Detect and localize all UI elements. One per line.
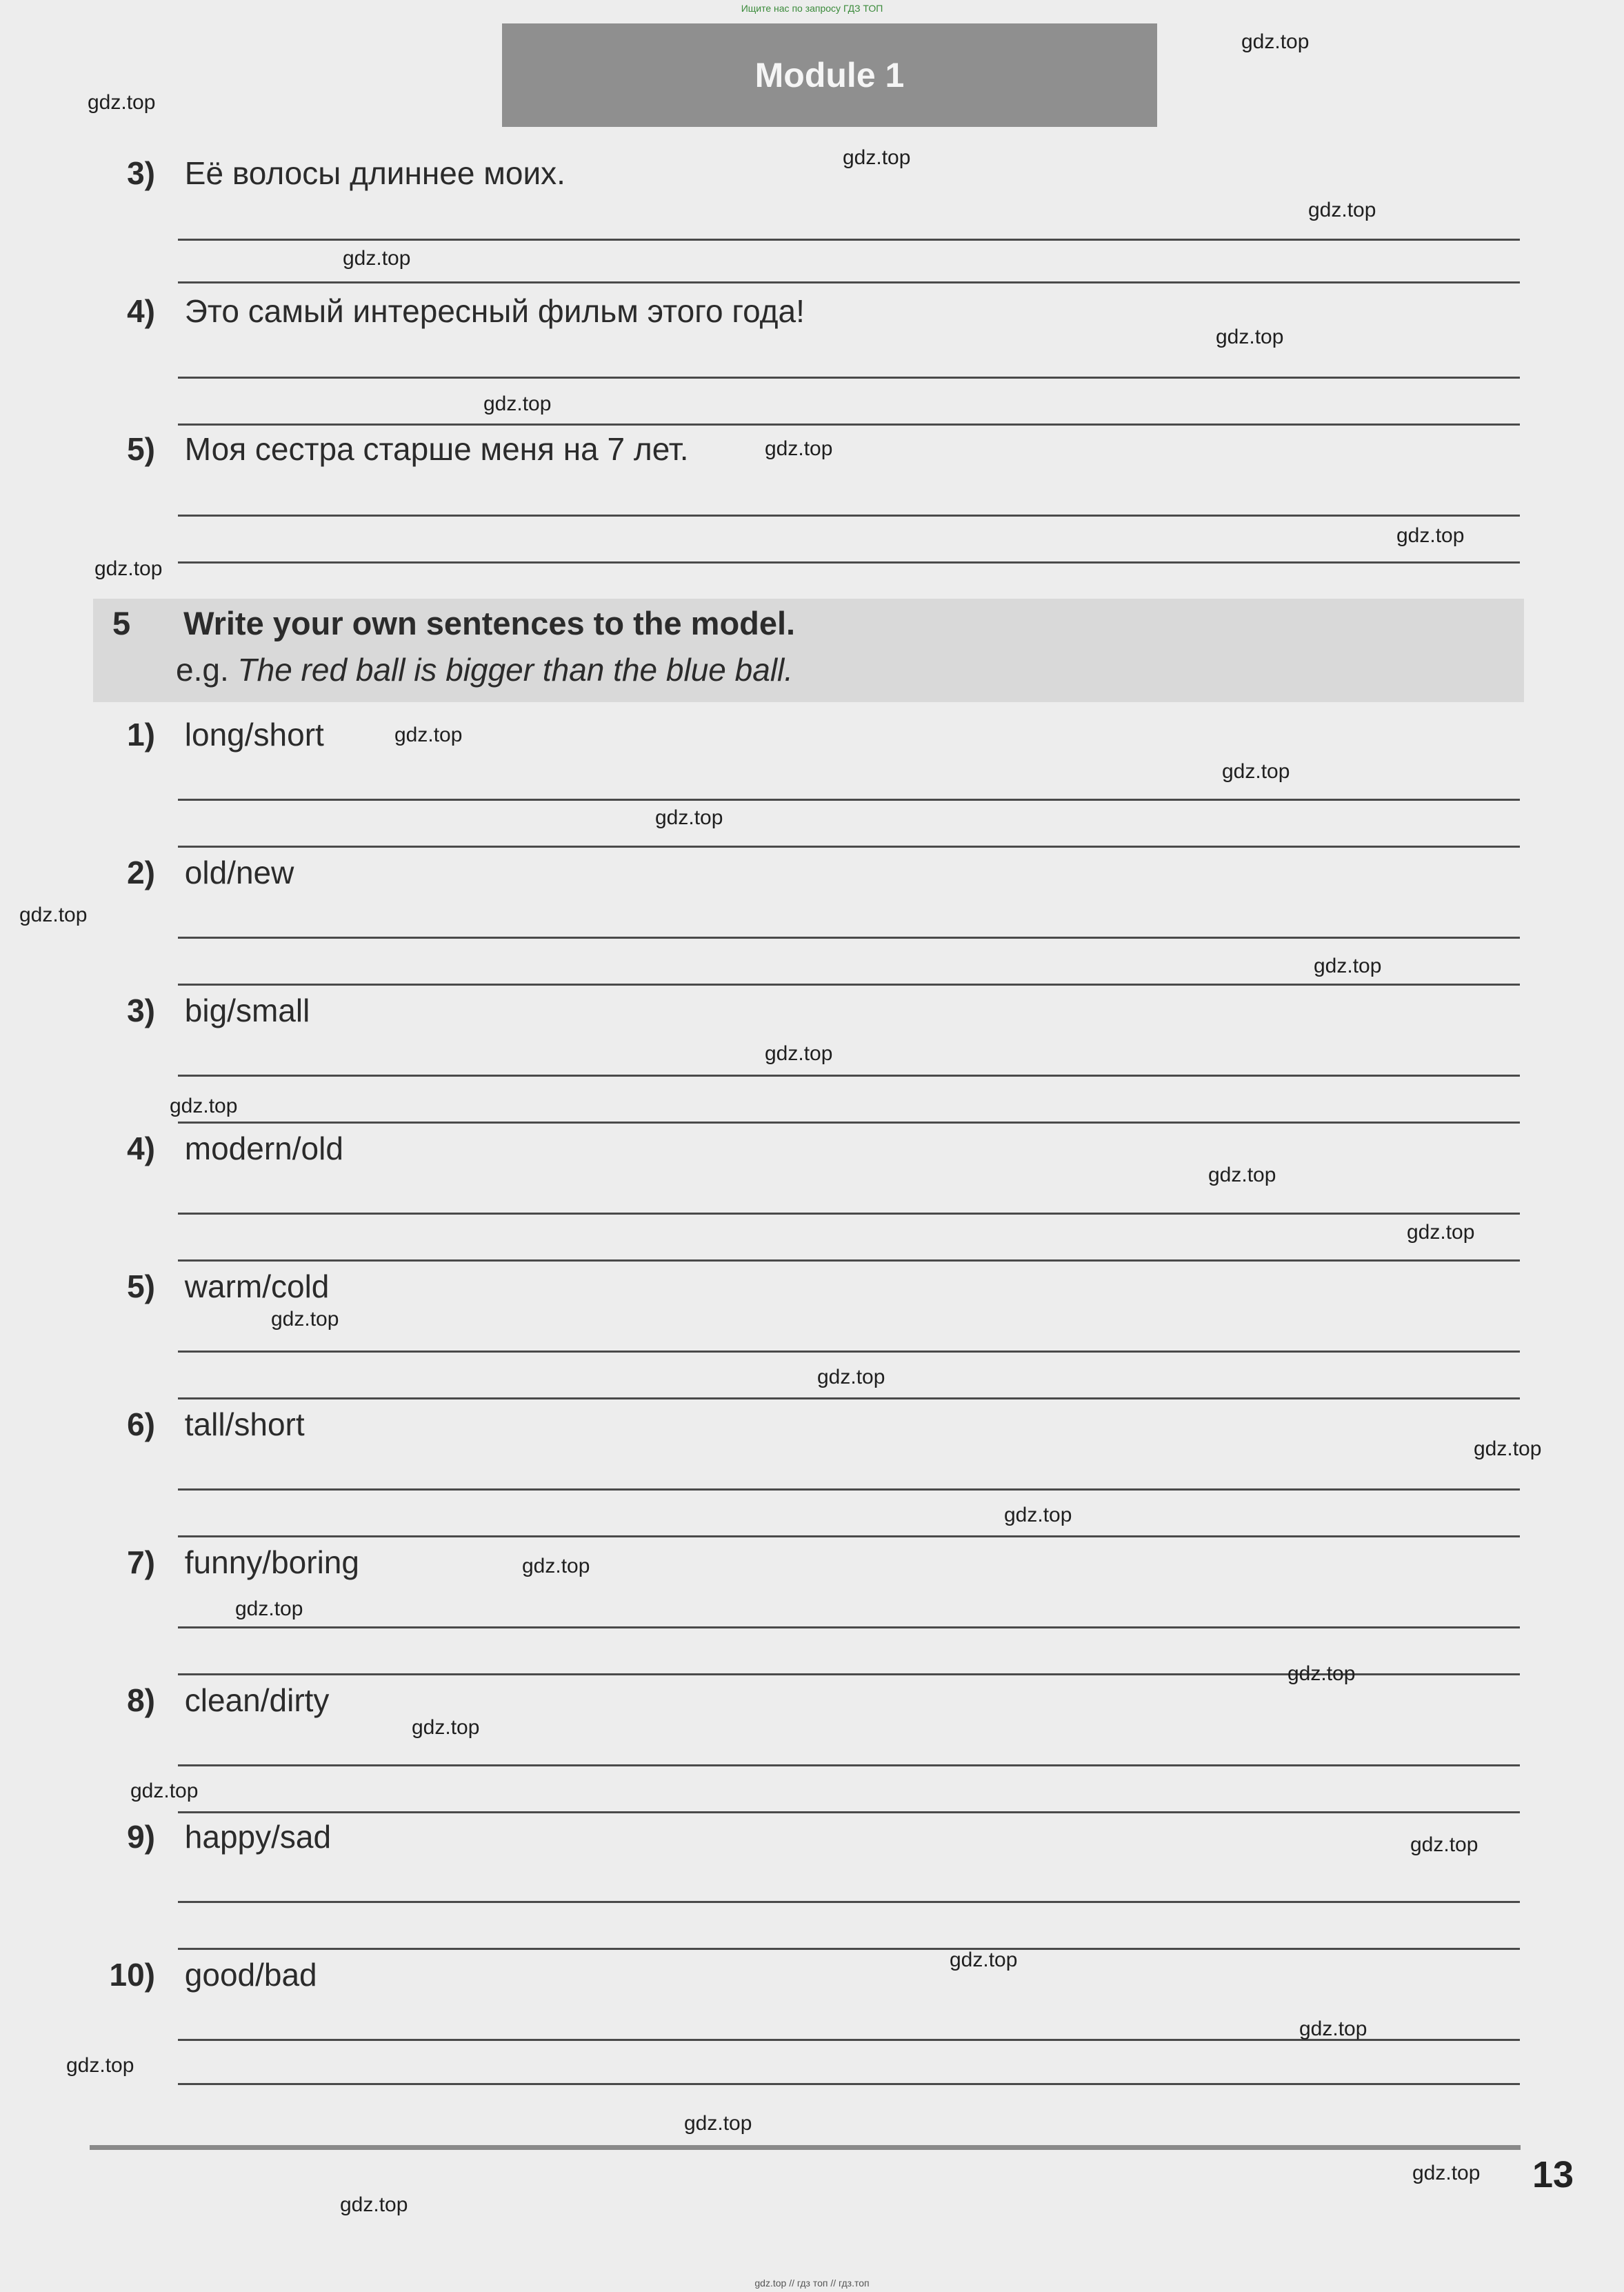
answer-line[interactable] xyxy=(178,937,1520,939)
item-number: 2) xyxy=(127,855,155,890)
watermark: gdz.top xyxy=(94,557,163,580)
item-text: old/new xyxy=(184,855,294,890)
exercise-heading xyxy=(112,604,795,642)
answer-line[interactable] xyxy=(178,515,1520,517)
watermark: gdz.top xyxy=(1216,326,1284,348)
watermark: gdz.top xyxy=(170,1095,238,1117)
answer-line[interactable] xyxy=(178,1259,1520,1262)
answer-line[interactable] xyxy=(178,2083,1520,2085)
answer-line[interactable] xyxy=(178,561,1520,564)
answer-line[interactable] xyxy=(178,1901,1520,1903)
watermark: gdz.top xyxy=(235,1597,303,1620)
watermark: gdz.top xyxy=(1208,1164,1276,1186)
item-number: 10) xyxy=(109,1957,155,1993)
watermark: gdz.top xyxy=(1396,524,1465,547)
answer-line[interactable] xyxy=(178,1075,1520,1077)
watermark: gdz.top xyxy=(817,1366,885,1388)
answer-line[interactable] xyxy=(178,1626,1520,1628)
answer-line[interactable] xyxy=(178,1488,1520,1491)
footer-rule xyxy=(90,2145,1521,2150)
item-text: Моя сестра старше меня на 7 лет. xyxy=(184,431,689,467)
watermark: gdz.top xyxy=(19,904,88,926)
item-text: long/short xyxy=(184,717,324,753)
exercise-item xyxy=(114,1818,331,1855)
answer-line[interactable] xyxy=(178,239,1520,241)
translation-item xyxy=(114,292,805,330)
answer-line[interactable] xyxy=(178,281,1520,283)
answer-line[interactable] xyxy=(178,984,1520,986)
watermark: gdz.top xyxy=(1299,2017,1367,2040)
watermark: gdz.top xyxy=(1004,1504,1072,1526)
exercise-number: 5 xyxy=(112,605,131,641)
watermark: gdz.top xyxy=(483,392,552,415)
exercise-item xyxy=(114,716,324,753)
item-text: tall/short xyxy=(184,1406,305,1442)
watermark: gdz.top xyxy=(765,1042,833,1065)
example-text: The red ball is bigger than the blue ball. xyxy=(237,652,794,688)
item-text: modern/old xyxy=(184,1130,343,1166)
exercise-example xyxy=(176,651,793,688)
answer-line[interactable] xyxy=(178,1213,1520,1215)
watermark: gdz.top xyxy=(1314,955,1382,977)
watermark: gdz.top xyxy=(765,437,833,460)
watermark: gdz.top xyxy=(130,1780,199,1802)
exercise-item xyxy=(114,1268,329,1305)
item-text: clean/dirty xyxy=(184,1682,330,1718)
watermark: gdz.top xyxy=(1308,199,1376,221)
watermark: gdz.top xyxy=(1410,1833,1478,1856)
bottom-note: gdz.top // гдз топ // гдз.топ xyxy=(754,2278,870,2289)
exercise-item xyxy=(95,1956,317,1993)
watermark: gdz.top xyxy=(66,2054,134,2077)
translation-item xyxy=(114,430,689,468)
item-text: Это самый интересный фильм этого года! xyxy=(184,293,805,329)
watermark: gdz.top xyxy=(1241,30,1310,53)
watermark: gdz.top xyxy=(655,806,723,829)
answer-line[interactable] xyxy=(178,1351,1520,1353)
watermark: gdz.top xyxy=(340,2193,408,2216)
item-text: happy/sad xyxy=(184,1819,332,1855)
exercise-item xyxy=(114,992,310,1029)
watermark: gdz.top xyxy=(412,1716,480,1739)
watermark: gdz.top xyxy=(88,91,156,114)
watermark: gdz.top xyxy=(1222,760,1290,783)
example-prefix: e.g. xyxy=(176,652,238,688)
watermark: gdz.top xyxy=(1287,1662,1356,1685)
answer-line[interactable] xyxy=(178,377,1520,379)
watermark: gdz.top xyxy=(1407,1221,1475,1244)
exercise-item xyxy=(114,1682,329,1719)
answer-line[interactable] xyxy=(178,1811,1520,1813)
answer-line[interactable] xyxy=(178,1397,1520,1399)
module-header xyxy=(502,23,1157,127)
exercise-title: Write your own sentences to the model. xyxy=(183,605,796,641)
exercise-item xyxy=(114,1130,343,1167)
item-number: 3) xyxy=(127,155,155,191)
item-number: 4) xyxy=(127,1130,155,1166)
translation-item xyxy=(114,155,565,192)
answer-line[interactable] xyxy=(178,423,1520,426)
answer-line[interactable] xyxy=(178,799,1520,801)
page-number: 13 xyxy=(1532,2154,1574,2195)
top-note: Ищите нас по запросу ГДЗ ТОП xyxy=(741,3,883,14)
watermark: gdz.top xyxy=(522,1555,590,1577)
watermark: gdz.top xyxy=(1412,2162,1481,2184)
watermark: gdz.top xyxy=(343,247,411,270)
answer-line[interactable] xyxy=(178,1948,1520,1950)
item-number: 1) xyxy=(127,717,155,753)
item-number: 8) xyxy=(127,1682,155,1718)
item-number: 5) xyxy=(127,431,155,467)
answer-line[interactable] xyxy=(178,1535,1520,1537)
watermark: gdz.top xyxy=(684,2112,752,2135)
answer-line[interactable] xyxy=(178,1764,1520,1766)
item-text: warm/cold xyxy=(184,1268,330,1304)
item-text: big/small xyxy=(184,993,310,1028)
item-number: 5) xyxy=(127,1268,155,1304)
watermark: gdz.top xyxy=(1474,1437,1542,1460)
item-text: funny/boring xyxy=(184,1544,359,1580)
item-text: Её волосы длиннее моих. xyxy=(184,155,565,191)
exercise-item xyxy=(114,1406,305,1443)
answer-line[interactable] xyxy=(178,846,1520,848)
module-title: Module 1 xyxy=(754,56,905,94)
exercise-item xyxy=(114,1544,359,1581)
watermark: gdz.top xyxy=(950,1949,1018,1971)
item-number: 3) xyxy=(127,993,155,1028)
answer-line[interactable] xyxy=(178,1122,1520,1124)
watermark: gdz.top xyxy=(394,724,463,746)
item-number: 7) xyxy=(127,1544,155,1580)
watermark: gdz.top xyxy=(843,146,911,169)
item-text: good/bad xyxy=(184,1957,317,1993)
item-number: 9) xyxy=(127,1819,155,1855)
exercise-item xyxy=(114,854,294,891)
watermark: gdz.top xyxy=(271,1308,339,1331)
item-number: 6) xyxy=(127,1406,155,1442)
item-number: 4) xyxy=(127,293,155,329)
